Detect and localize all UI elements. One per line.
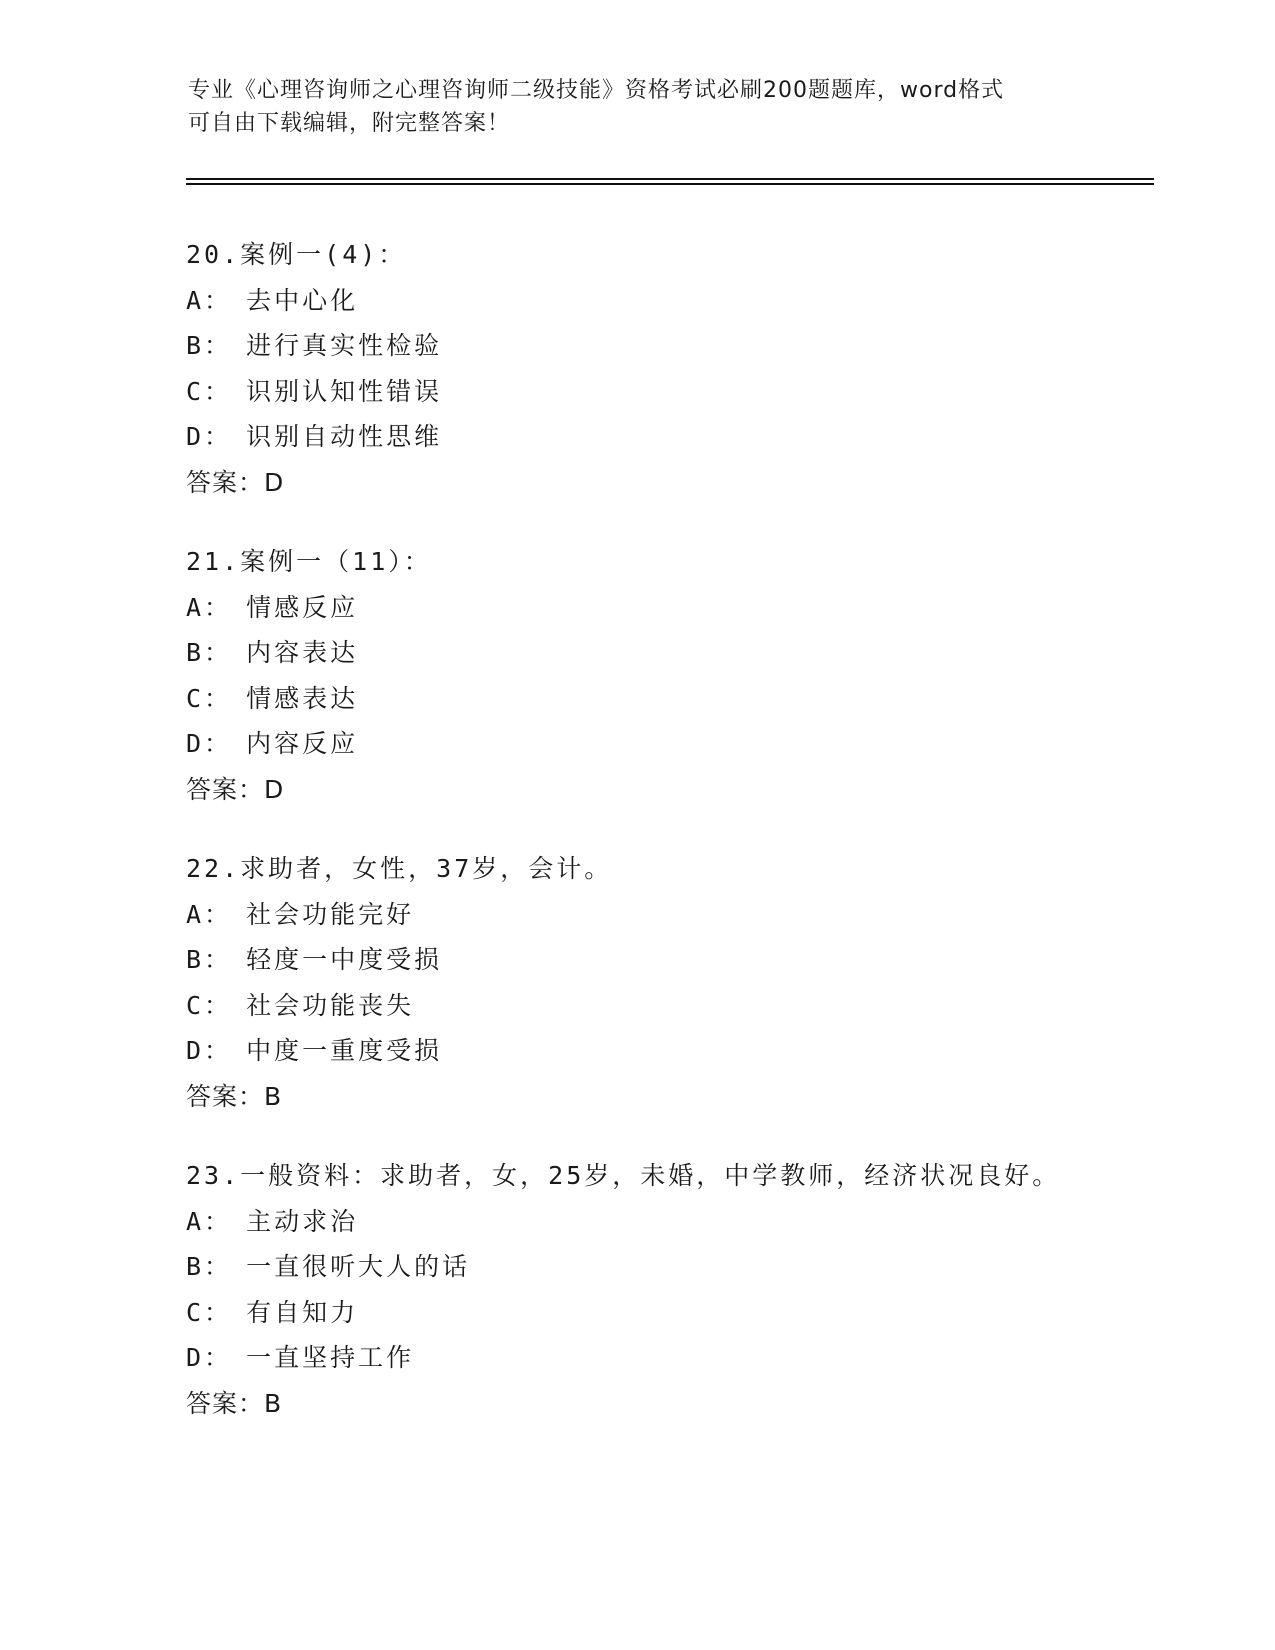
option-letter: A：	[186, 1206, 233, 1236]
header-line-2: 可自由下载编辑，附完整答案！	[188, 111, 511, 136]
document-header	[188, 74, 1088, 140]
option-letter: D：	[186, 729, 233, 758]
option-text: 情感反应	[246, 592, 359, 622]
option-a	[186, 278, 1186, 324]
option-a	[186, 1199, 1186, 1245]
option-text: 社会功能完好	[246, 899, 415, 929]
header-line-1: 专业《心理咨询师之心理咨询师二级技能》资格考试必刷200题题库，word格式	[188, 78, 1005, 103]
option-letter: B：	[186, 1252, 233, 1281]
question-stem: 20.案例一(4)：	[186, 240, 407, 269]
option-c	[186, 676, 1186, 722]
option-c	[186, 983, 1186, 1029]
option-letter: B：	[186, 638, 233, 667]
question-list	[186, 232, 1186, 1460]
answer-line: 答案：D	[186, 774, 285, 804]
option-text: 去中心化	[246, 285, 359, 315]
header-rule-top	[186, 178, 1154, 180]
option-letter: D：	[186, 1343, 233, 1372]
option-d	[186, 721, 1186, 767]
option-letter: C：	[186, 1297, 233, 1327]
option-text: 有自知力	[246, 1297, 359, 1327]
option-b	[186, 1244, 1186, 1290]
option-letter: B：	[186, 945, 233, 974]
question-22	[186, 846, 1186, 1119]
option-text: 社会功能丧失	[246, 990, 415, 1020]
answer-line: 答案：B	[186, 1388, 283, 1418]
header-rule-bottom	[186, 183, 1154, 185]
option-d	[186, 1028, 1186, 1074]
option-c	[186, 1290, 1186, 1336]
option-text: 主动求治	[246, 1206, 359, 1236]
option-letter: C：	[186, 990, 233, 1020]
answer-line: 答案：B	[186, 1081, 283, 1111]
option-text: 进行真实性检验	[246, 331, 443, 360]
option-letter: A：	[186, 592, 233, 622]
option-b	[186, 323, 1186, 369]
option-text: 内容表达	[246, 638, 359, 667]
option-b	[186, 630, 1186, 676]
option-c	[186, 369, 1186, 415]
option-text: 中度一重度受损	[246, 1036, 443, 1065]
option-letter: C：	[186, 683, 233, 713]
question-23	[186, 1153, 1186, 1426]
answer-line: 答案：D	[186, 467, 285, 497]
question-21	[186, 539, 1186, 812]
question-stem: 23.一般资料：求助者，女，25岁，未婚，中学教师，经济状况良好。	[186, 1161, 1061, 1190]
option-b	[186, 937, 1186, 983]
option-text: 情感表达	[246, 683, 359, 713]
option-d	[186, 1335, 1186, 1381]
option-letter: D：	[186, 422, 233, 451]
question-20	[186, 232, 1186, 505]
option-letter: A：	[186, 899, 233, 929]
option-letter: A：	[186, 285, 233, 315]
question-stem: 21.案例一（11）：	[186, 547, 432, 576]
option-a	[186, 585, 1186, 631]
option-letter: B：	[186, 331, 233, 360]
question-stem: 22.求助者，女性，37岁，会计。	[186, 854, 613, 883]
option-letter: C：	[186, 376, 233, 406]
option-text: 识别自动性思维	[246, 422, 443, 451]
option-text: 一直坚持工作	[246, 1343, 415, 1372]
option-a	[186, 892, 1186, 938]
option-text: 识别认知性错误	[246, 376, 443, 406]
option-text: 轻度一中度受损	[246, 945, 443, 974]
option-text: 内容反应	[246, 729, 359, 758]
option-letter: D：	[186, 1036, 233, 1065]
option-d	[186, 414, 1186, 460]
option-text: 一直很听大人的话	[246, 1252, 471, 1281]
